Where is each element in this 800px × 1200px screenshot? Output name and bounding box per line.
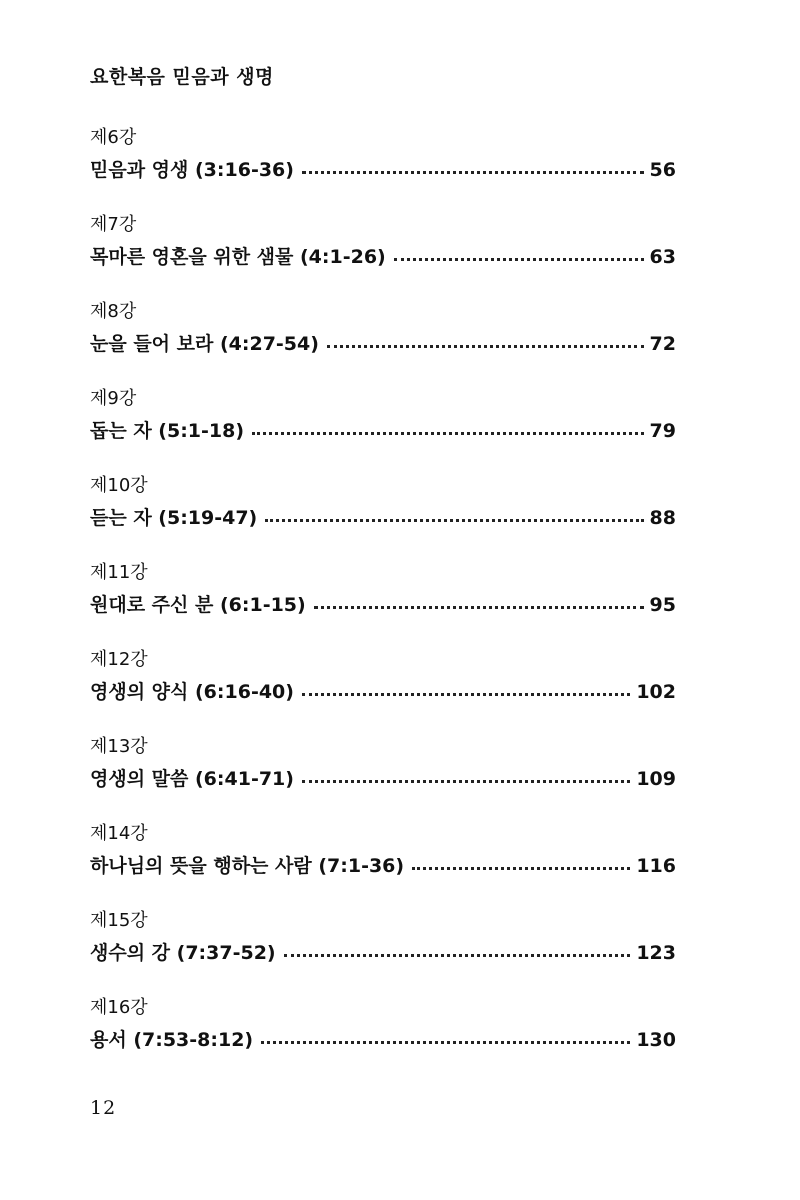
toc-entry [90, 213, 676, 300]
lecture-number: 제12강 [90, 649, 148, 670]
toc-title-row [90, 591, 676, 619]
lecture-page-number: 88 [649, 507, 676, 529]
lecture-number: 제8강 [90, 301, 137, 322]
dot-leader [284, 954, 631, 957]
dot-leader [302, 780, 630, 783]
toc-title-row [90, 678, 676, 706]
lecture-title: 믿음과 영생 (3:16-36) [90, 159, 294, 181]
toc-entry [90, 126, 676, 213]
dot-leader [412, 867, 630, 870]
lecture-title: 원대로 주신 분 (6:1-15) [90, 594, 306, 616]
toc-title-row [90, 417, 676, 445]
lecture-number: 제15강 [90, 910, 148, 931]
toc-entry [90, 909, 676, 996]
lecture-number: 제7강 [90, 214, 137, 235]
lecture-title: 하나님의 뜻을 행하는 사람 (7:1-36) [90, 855, 405, 877]
page-number: 12 [90, 1097, 117, 1119]
lecture-page-number: 102 [636, 681, 676, 703]
toc-title-row [90, 156, 676, 184]
dot-leader [327, 345, 644, 348]
table-of-contents [90, 126, 676, 1083]
lecture-title: 듣는 자 (5:19-47) [90, 507, 258, 529]
lecture-number: 제6강 [90, 127, 137, 148]
lecture-number: 제9강 [90, 388, 137, 409]
lecture-page-number: 63 [649, 246, 676, 268]
lecture-number: 제16강 [90, 997, 148, 1018]
toc-title-row [90, 852, 676, 880]
toc-title-row [90, 243, 676, 271]
lecture-title: 눈을 들어 보라 (4:27-54) [90, 333, 319, 355]
toc-entry [90, 474, 676, 561]
lecture-title: 영생의 양식 (6:16-40) [90, 681, 294, 703]
toc-entry [90, 387, 676, 474]
lecture-page-number: 123 [636, 942, 676, 964]
toc-entry [90, 822, 676, 909]
dot-leader [394, 258, 644, 261]
lecture-page-number: 109 [636, 768, 676, 790]
lecture-page-number: 130 [636, 1029, 676, 1051]
lecture-number: 제14강 [90, 823, 148, 844]
toc-entry [90, 561, 676, 648]
dot-leader [314, 606, 644, 609]
dot-leader [265, 519, 643, 522]
lecture-number: 제10강 [90, 475, 148, 496]
toc-title-row [90, 939, 676, 967]
dot-leader [252, 432, 644, 435]
lecture-number: 제11강 [90, 562, 148, 583]
lecture-page-number: 116 [636, 855, 676, 877]
dot-leader [302, 693, 630, 696]
lecture-page-number: 72 [649, 333, 676, 355]
lecture-page-number: 95 [649, 594, 676, 616]
toc-entry [90, 648, 676, 735]
lecture-page-number: 79 [649, 420, 676, 442]
running-head-title: 요한복음 믿음과 생명 [90, 66, 274, 88]
lecture-title: 영생의 말씀 (6:41-71) [90, 768, 294, 790]
lecture-title: 생수의 강 (7:37-52) [90, 942, 276, 964]
toc-entry [90, 300, 676, 387]
lecture-title: 목마른 영혼을 위한 샘물 (4:1-26) [90, 246, 386, 268]
dot-leader [261, 1041, 630, 1044]
toc-title-row [90, 504, 676, 532]
toc-title-row [90, 1026, 676, 1054]
lecture-title: 돕는 자 (5:1-18) [90, 420, 245, 442]
toc-title-row [90, 330, 676, 358]
toc-entry [90, 996, 676, 1083]
toc-entry [90, 735, 676, 822]
lecture-title: 용서 (7:53-8:12) [90, 1029, 254, 1051]
lecture-number: 제13강 [90, 736, 148, 757]
lecture-page-number: 56 [649, 159, 676, 181]
toc-title-row [90, 765, 676, 793]
dot-leader [302, 171, 644, 174]
